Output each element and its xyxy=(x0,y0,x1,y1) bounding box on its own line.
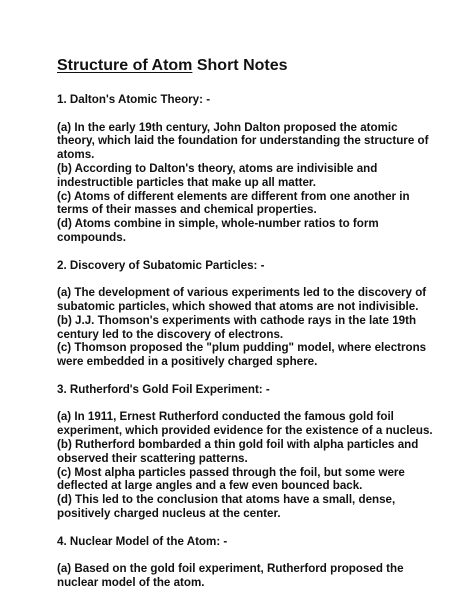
text-line: (b) J.J. Thomson's experiments with cathode rays in the late 19th xyxy=(57,313,417,327)
text-line: (b) Rutherford bombarded a thin gold foil with alpha particles and xyxy=(57,437,419,451)
text-line: nuclear model of the atom. xyxy=(57,575,205,589)
section-heading: 2. Discovery of Subatomic Particles: - xyxy=(57,258,265,272)
section-nuclear-model xyxy=(57,535,457,590)
text-line: (c) Thomson proposed the "plum pudding" model, where electrons xyxy=(57,341,427,355)
text-line: (d) Atoms combine in simple, whole-number ratios to form xyxy=(57,217,379,231)
section-gold-foil-experiment xyxy=(57,383,457,521)
text-line: indestructible particles that make up all matter. xyxy=(57,175,317,189)
text-line: positively charged nucleus at the center. xyxy=(57,506,281,520)
text-line: were embedded in a positively charged sphere. xyxy=(57,355,318,369)
title-underlined: Structure of Atom xyxy=(57,57,193,74)
text-line: theory, which laid the foundation for understanding the structure of xyxy=(57,134,429,148)
section-heading: 4. Nuclear Model of the Atom: - xyxy=(57,534,228,548)
section-subatomic-particles xyxy=(57,259,457,369)
title-rest: Short Notes xyxy=(192,57,288,74)
text-line: deflected at large angles and a few even bounced back. xyxy=(57,479,363,493)
text-line: century led to the discovery of electrons. xyxy=(57,327,284,341)
text-line: (a) Based on the gold foil experiment, Rutherford proposed the xyxy=(57,562,404,576)
text-line: compounds. xyxy=(57,230,126,244)
text-line: atoms. xyxy=(57,148,95,162)
text-line: terms of their masses and chemical properties. xyxy=(57,203,317,217)
section-daltons-atomic-theory xyxy=(57,93,457,245)
text-line: experiment, which provided evidence for the existence of a nucleus. xyxy=(57,424,433,438)
text-line: (c) Atoms of different elements are different from one another in xyxy=(57,189,410,203)
text-line: (a) The development of various experiments led to the discovery of xyxy=(57,286,427,300)
text-line: (b) According to Dalton's theory, atoms are indivisible and xyxy=(57,161,378,175)
section-heading: 1. Dalton's Atomic Theory: - xyxy=(57,93,211,106)
text-line: (a) In 1911, Ernest Rutherford conducted the famous gold foil xyxy=(57,410,394,424)
text-line: (d) This led to the conclusion that atoms have a small, dense, xyxy=(57,493,396,507)
text-line: subatomic particles, which showed that atoms are not indivisible. xyxy=(57,299,419,313)
text-line: observed their scattering patterns. xyxy=(57,451,248,465)
text-line: (a) In the early 19th century, John Dalton proposed the atomic xyxy=(57,120,398,134)
text-line: (c) Most alpha particles passed through the foil, but some were xyxy=(57,465,405,479)
page-title xyxy=(57,56,288,76)
notes-body xyxy=(57,93,457,590)
section-heading: 3. Rutherford's Gold Foil Experiment: - xyxy=(57,382,270,396)
